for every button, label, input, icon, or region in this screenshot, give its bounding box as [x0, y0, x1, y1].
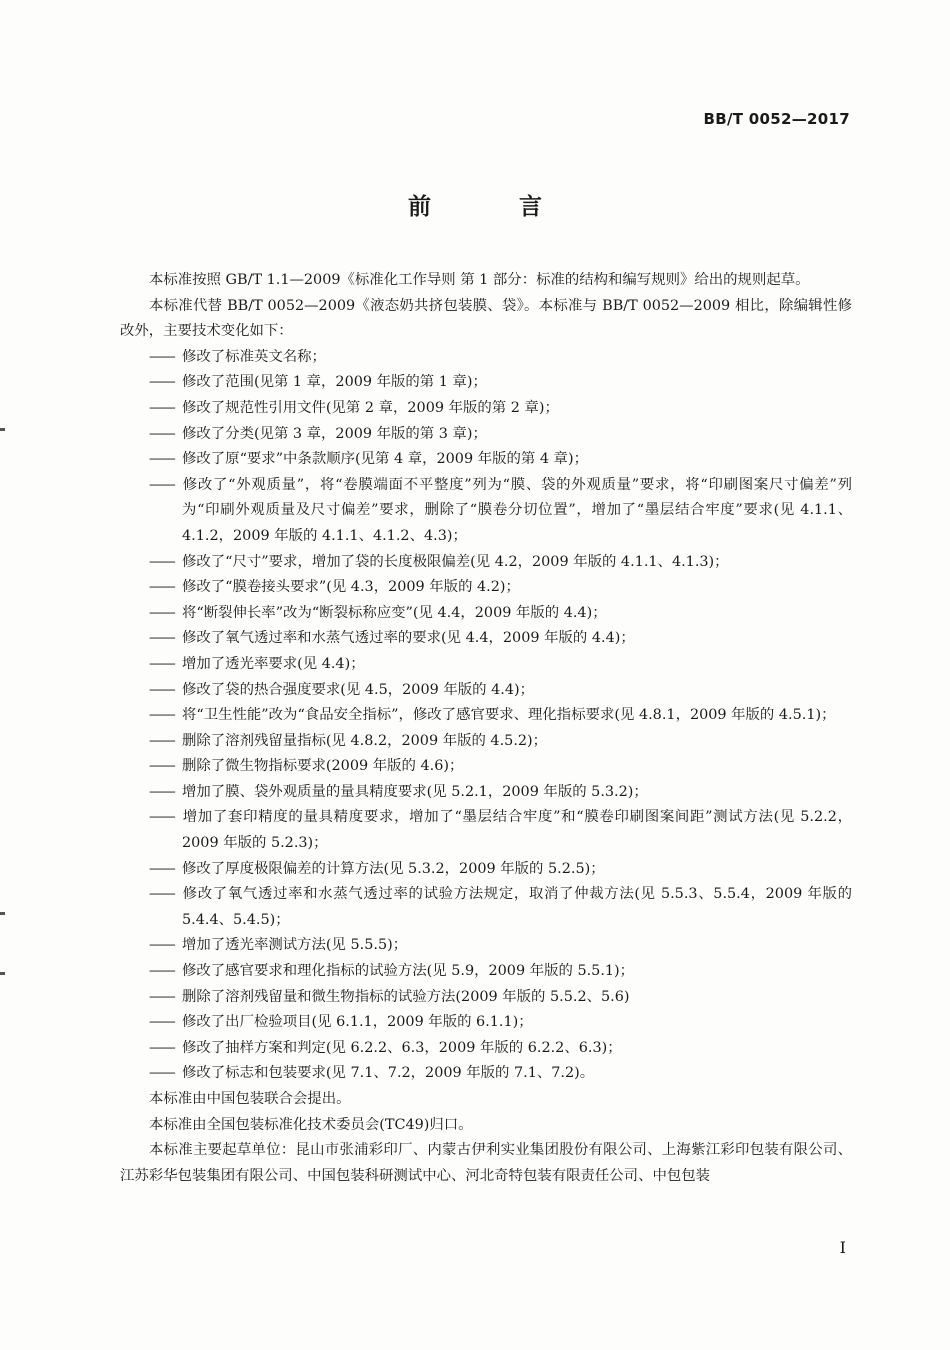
list-item: —— 修改了标准英文名称； — [120, 345, 852, 371]
list-item: —— 增加了套印精度的量具精度要求，增加了“墨层结合牢度”和“膜卷印刷图案间距”测试方法(见 5.2.2，2009 年版的 5.2.3)； — [120, 805, 852, 856]
list-item: —— 删除了溶剂残留量和微生物指标的试验方法(2009 年版的 5.5.2、5.6) — [120, 985, 852, 1011]
list-item: —— 修改了抽样方案和判定(见 6.2.2、6.3，2009 年版的 6.2.2、6.3)； — [120, 1036, 852, 1062]
list-item: —— 修改了范围(见第 1 章，2009 年版的第 1 章)； — [120, 370, 852, 396]
scan-edge-mark — [0, 972, 5, 975]
list-item: —— 修改了厚度极限偏差的计算方法(见 5.3.2，2009 年版的 5.2.5)； — [120, 857, 852, 883]
closing-paragraph: 本标准由全国包装标准化技术委员会(TC49)归口。 — [149, 1116, 473, 1133]
list-item: —— 修改了感官要求和理化指标的试验方法(见 5.9，2009 年版的 5.5.1)； — [120, 959, 852, 985]
scan-edge-mark — [0, 912, 5, 915]
list-item: —— 增加了透光率测试方法(见 5.5.5)； — [120, 933, 852, 959]
list-item: —— 修改了氧气透过率和水蒸气透过率的要求(见 4.4，2009 年版的 4.4)； — [120, 626, 852, 652]
list-item: —— 修改了分类(见第 3 章，2009 年版的第 3 章)； — [120, 422, 852, 448]
document-body — [120, 268, 852, 1189]
list-item: —— 修改了标志和包装要求(见 7.1、7.2，2009 年版的 7.1、7.2)。 — [120, 1061, 852, 1087]
page-title: 前 言 — [407, 194, 582, 220]
list-item: —— 修改了规范性引用文件(见第 2 章，2009 年版的第 2 章)； — [120, 396, 852, 422]
intro-paragraph: 本标准按照 GB/T 1.1—2009《标准化工作导则 第 1 部分：标准的结构和编写规则》给出的规则起草。 — [149, 272, 810, 288]
list-item: —— 增加了膜、袋外观质量的量具精度要求(见 5.2.1，2009 年版的 5.3.2)； — [120, 780, 852, 806]
list-item: —— 修改了袋的热合强度要求(见 4.5，2009 年版的 4.4)； — [120, 678, 852, 704]
list-item: —— 增加了透光率要求(见 4.4)； — [120, 652, 852, 678]
list-item: —— 将“断裂伸长率”改为“断裂标称应变”(见 4.4，2009 年版的 4.4)； — [120, 601, 852, 627]
page-number: I — [839, 1238, 846, 1257]
closing-paragraph: 本标准由中国包装联合会提出。 — [149, 1091, 351, 1107]
list-item: —— 删除了微生物指标要求(2009 年版的 4.6)； — [120, 754, 852, 780]
list-item: —— 修改了“膜卷接头要求”(见 4.3，2009 年版的 4.2)； — [120, 575, 852, 601]
list-item: —— 将“卫生性能”改为“食品安全指标”，修改了感官要求、理化指标要求(见 4.8.1，2009 年版的 4.5.1)； — [120, 703, 852, 729]
list-item: —— 修改了原“要求”中条款顺序(见第 4 章，2009 年版的第 4 章)； — [120, 447, 852, 473]
standard-code: BB/T 0052—2017 — [703, 110, 850, 128]
list-item: —— 修改了“外观质量”，将“卷膜端面不平整度”列为“膜、袋的外观质量”要求，将“印刷图案尺寸偏差”列为“印刷外观质量及尺寸偏差”要求，删除了“膜卷分切位置”，增加了“墨层结合牢度”要求(见 4.1.1、4.1.2，2009 年版的 4.1.1、4.1.2、4.3)； — [120, 473, 852, 550]
list-item: —— 修改了出厂检验项目(见 6.1.1，2009 年版的 6.1.1)； — [120, 1010, 852, 1036]
list-item: —— 修改了氧气透过率和水蒸气透过率的试验方法规定，取消了仲裁方法(见 5.5.3、5.5.4，2009 年版的 5.4.4、5.4.5)； — [120, 882, 852, 933]
list-item: —— 删除了溶剂残留量指标(见 4.8.2，2009 年版的 4.5.2)； — [120, 729, 852, 755]
intro-paragraph: 本标准代替 BB/T 0052—2009《液态奶共挤包装膜、袋》。本标准与 BB/T 0052—2009 相比，除编辑性修改外，主要技术变化如下： — [120, 297, 852, 340]
scan-edge-mark — [0, 428, 5, 431]
list-item: —— 修改了“尺寸”要求，增加了袋的长度极限偏差(见 4.2，2009 年版的 4.1.1、4.1.3)； — [120, 550, 852, 576]
changes-list — [120, 345, 852, 1087]
closing-paragraph: 本标准主要起草单位：昆山市张浦彩印厂、内蒙古伊利实业集团股份有限公司、上海紫江彩印包装有限公司、江苏彩华包装集团有限公司、中国包装科研测试中心、河北奇特包装有限责任公司、中包包装 — [120, 1142, 852, 1184]
